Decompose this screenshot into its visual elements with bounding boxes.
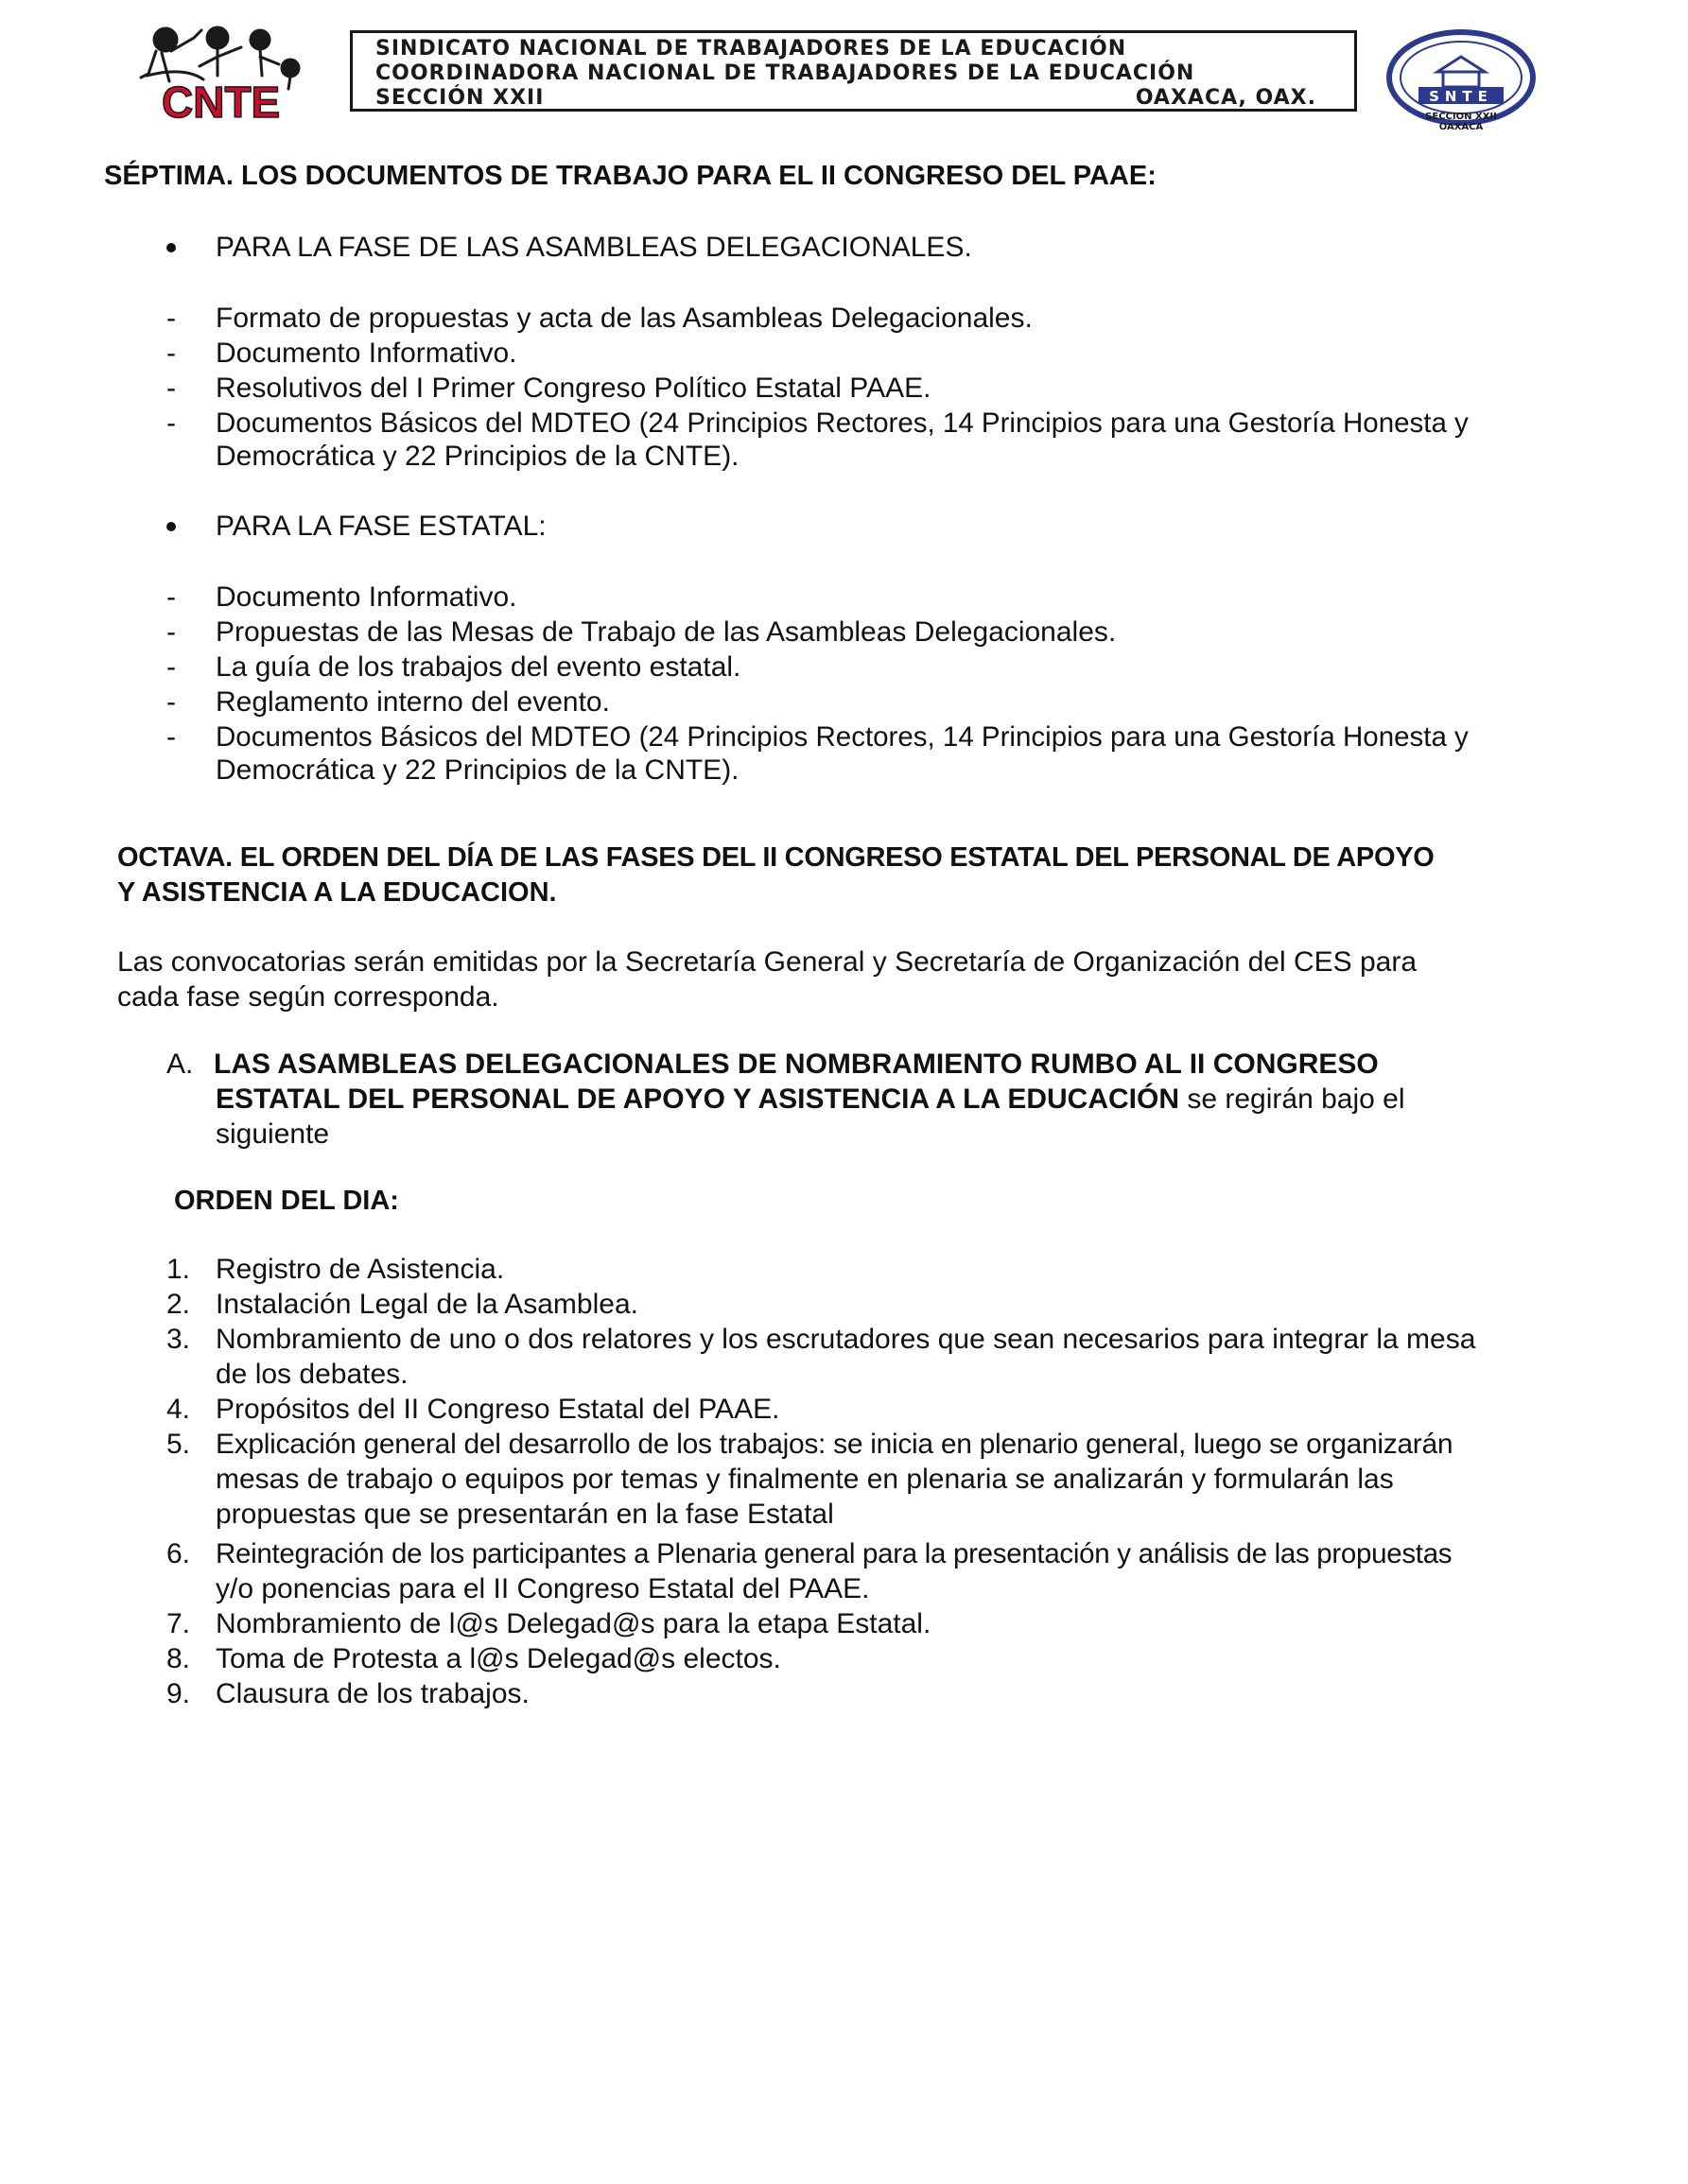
phase1-item: Formato de propuestas y acta de las Asambleas Delegacionales.	[216, 303, 1033, 334]
septima-heading: SÉPTIMA. LOS DOCUMENTOS DE TRABAJO PARA EL II CONGRESO DEL PAAE:	[104, 161, 1157, 191]
phase2-item: La guía de los trabajos del evento estatal.	[216, 651, 741, 683]
section-a-bold-tail: ESTATAL DEL PERSONAL DE APOYO Y ASISTENCIA A LA EDUCACIÓN	[216, 1083, 1180, 1115]
section-line	[375, 86, 1354, 111]
section-a-line2	[216, 1082, 1405, 1117]
cnte-logo-text: CNTE	[162, 78, 281, 125]
orden-item-continuation: de los debates.	[216, 1359, 409, 1390]
cnte-logo	[128, 19, 326, 125]
phase2-item: Documentos Básicos del MDTEO (24 Principios Rectores, 14 Principios para una Gestoría Honesta y	[216, 721, 1469, 753]
orden-item: Explicación general del desarrollo de los trabajos: se inicia en plenario general, luego se organizarán	[216, 1429, 1453, 1460]
letterhead	[123, 19, 1541, 132]
octava-heading-line2: Y ASISTENCIA A LA EDUCACION.	[117, 877, 557, 908]
phase2-item: Propuestas de las Mesas de Trabajo de las Asambleas Delegacionales.	[216, 616, 1117, 648]
section-a-normal-tail: se regirán bajo el	[1179, 1083, 1405, 1115]
orden-item: Reintegración de los participantes a Plenaria general para la presentación y análisis de las propuestas	[216, 1538, 1453, 1569]
snte-seal-caption1: SECCION XXII	[1425, 112, 1497, 122]
octava-intro-line2: cada fase según corresponda.	[117, 981, 499, 1013]
phase1-item: Documentos Básicos del MDTEO (24 Principios Rectores, 14 Principios para una Gestoría Honesta y	[216, 407, 1469, 439]
bullet-dot-icon	[166, 522, 176, 531]
snte-seal	[1381, 28, 1541, 132]
list-number: 4.	[166, 1394, 191, 1425]
list-number: 1.	[166, 1254, 191, 1285]
phase1-item-continuation: Democrática y 22 Principios de la CNTE).	[216, 441, 740, 472]
orden-item: Registro de Asistencia.	[216, 1254, 505, 1285]
orden-item-continuation: y/o ponencias para el II Congreso Estatal del PAAE.	[216, 1573, 870, 1604]
orden-item: Nombramiento de l@s Delegad@s para la etapa Estatal.	[216, 1608, 931, 1639]
list-number: 8.	[166, 1643, 191, 1674]
coordinadora-line: COORDINADORA NACIONAL DE TRABAJADORES DE LA EDUCACIÓN	[375, 61, 1195, 85]
orden-item: Nombramiento de uno o dos relatores y los escrutadores que sean necesarios para integrar la mesa	[216, 1324, 1476, 1355]
list-number: 7.	[166, 1608, 191, 1639]
phase2-item-continuation: Democrática y 22 Principios de la CNTE).	[216, 754, 740, 786]
dash-marker: -	[166, 373, 176, 404]
list-number: 5.	[166, 1429, 191, 1460]
orden-item: Instalación Legal de la Asamblea.	[216, 1289, 638, 1320]
list-number: 2.	[166, 1289, 191, 1320]
list-number: 3.	[166, 1324, 191, 1355]
bullet-dot-icon	[166, 243, 176, 252]
dash-marker: -	[166, 581, 176, 613]
dash-marker: -	[166, 303, 176, 334]
dash-marker: -	[166, 686, 176, 718]
section-number: SECCIÓN XXII	[375, 86, 545, 110]
union-title-box	[350, 30, 1357, 112]
phase2-title: PARA LA FASE ESTATAL:	[216, 511, 547, 542]
list-number: 9.	[166, 1678, 191, 1709]
snte-seal-text: SNTE	[1429, 88, 1493, 105]
union-name-line: SINDICATO NACIONAL DE TRABAJADORES DE LA EDUCACIÓN	[375, 37, 1127, 61]
orden-del-dia-title: ORDEN DEL DIA:	[174, 1186, 399, 1216]
list-number: 6.	[166, 1538, 191, 1569]
dash-marker: -	[166, 407, 176, 439]
octava-intro-line1: Las convocatorias serán emitidas por la Secretaría General y Secretaría de Organización del CES para	[117, 946, 1418, 978]
city-name: OAXACA, OAX.	[1135, 86, 1316, 110]
dash-marker: -	[166, 721, 176, 753]
phase1-title: PARA LA FASE DE LAS ASAMBLEAS DELEGACIONALES.	[216, 232, 972, 263]
snte-seal-caption2: OAXACA	[1438, 122, 1484, 132]
section-a-marker: A.	[166, 1049, 194, 1080]
dash-marker: -	[166, 651, 176, 683]
orden-item-continuation: mesas de trabajo o equipos por temas y finalmente en plenaria se analizarán y formularán las	[216, 1464, 1394, 1495]
phase2-item: Reglamento interno del evento.	[216, 686, 610, 718]
orden-item: Toma de Protesta a l@s Delegad@s electos.	[216, 1643, 781, 1674]
phase2-item: Documento Informativo.	[216, 581, 517, 613]
section-a-line1: LAS ASAMBLEAS DELEGACIONALES DE NOMBRAMIENTO RUMBO AL II CONGRESO	[214, 1049, 1379, 1080]
phase1-item: Resolutivos del I Primer Congreso Político Estatal PAAE.	[216, 373, 931, 404]
dash-marker: -	[166, 338, 176, 369]
octava-heading-line1: OCTAVA. EL ORDEN DEL DÍA DE LAS FASES DEL II CONGRESO ESTATAL DEL PERSONAL DE APOYO	[117, 842, 1435, 873]
phase1-item: Documento Informativo.	[216, 338, 517, 369]
orden-item-continuation: propuestas que se presentarán en la fase Estatal	[216, 1499, 834, 1530]
orden-item: Clausura de los trabajos.	[216, 1678, 530, 1709]
dash-marker: -	[166, 616, 176, 648]
orden-item: Propósitos del II Congreso Estatal del PAAE.	[216, 1394, 780, 1425]
section-a-line3: siguiente	[216, 1118, 330, 1150]
